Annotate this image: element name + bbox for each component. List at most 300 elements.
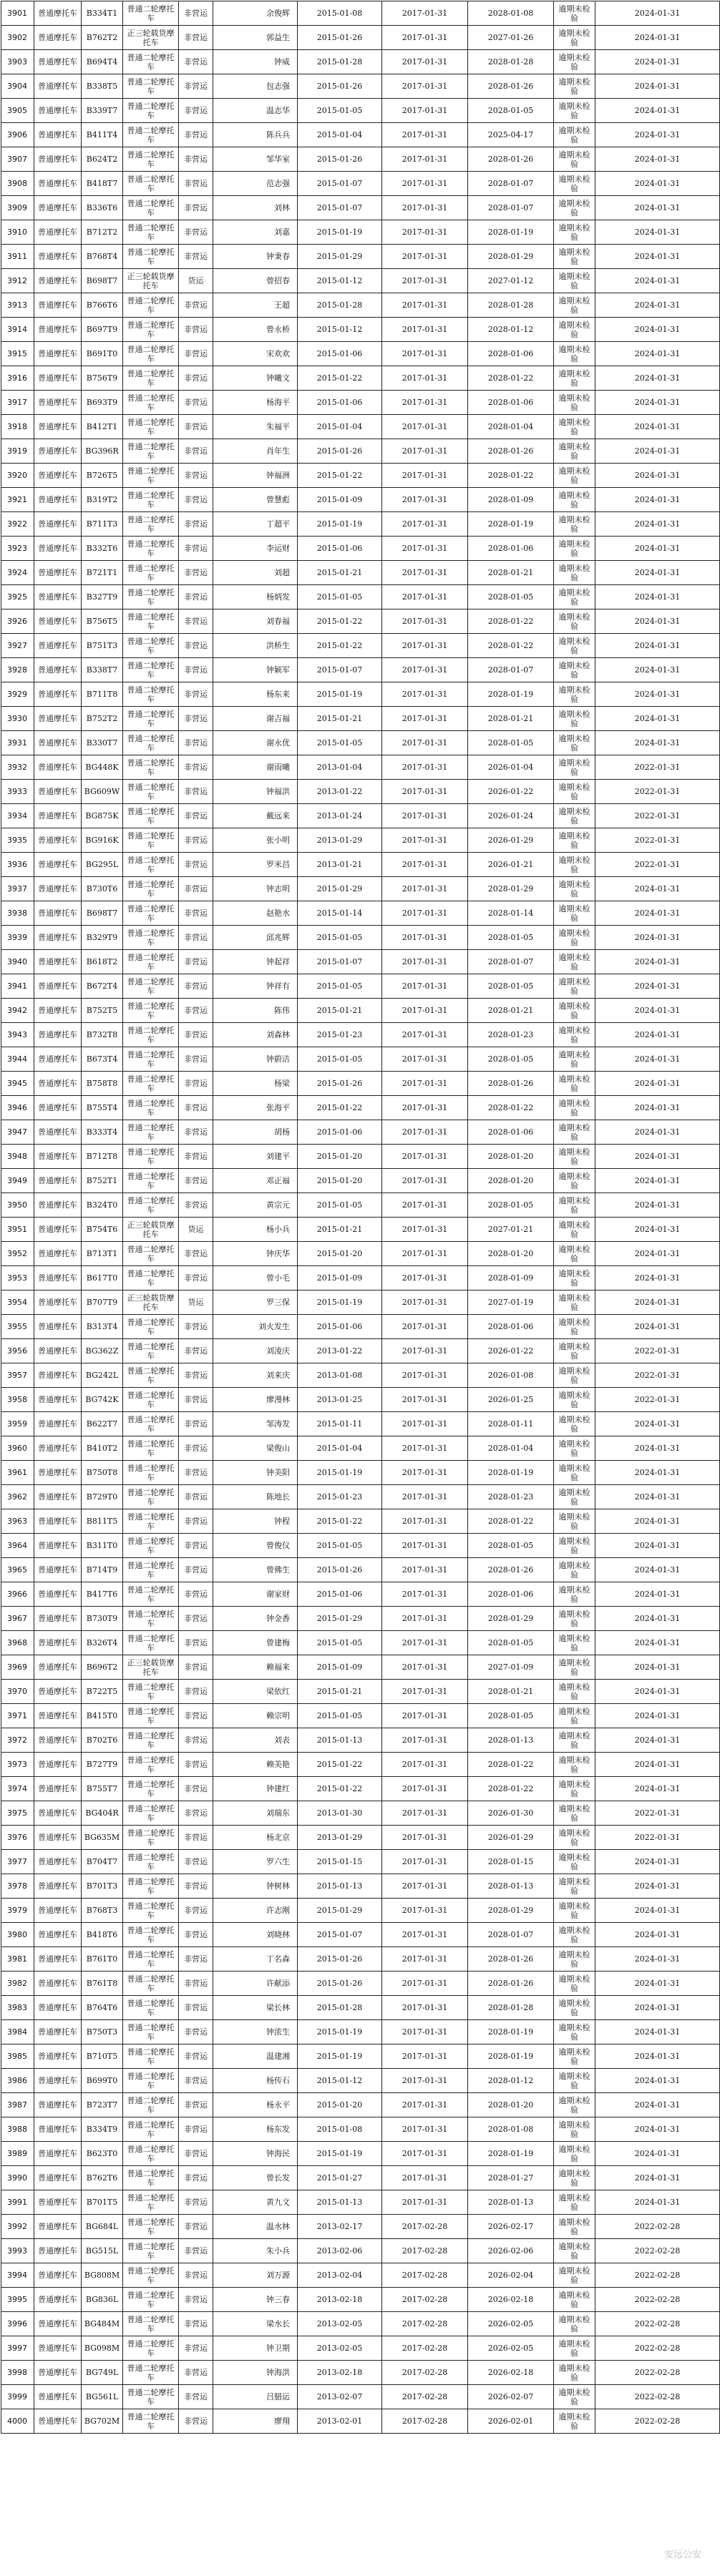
owner-name: 赵艳水 xyxy=(213,901,298,926)
registration-date: 2015-01-04 xyxy=(298,123,382,147)
vehicle-category: 普通摩托车 xyxy=(34,26,82,50)
valid-until: 2024-01-31 xyxy=(595,1412,720,1436)
vehicle-category: 普通摩托车 xyxy=(34,999,82,1023)
plate-number: B319T2 xyxy=(82,488,123,512)
usage-nature: 非营运 xyxy=(179,2215,213,2239)
vehicle-type: 普通二轮摩托车 xyxy=(123,828,179,853)
vehicle-category: 普通摩托车 xyxy=(34,1266,82,1291)
vehicle-type: 正三轮载货摩托车 xyxy=(123,26,179,50)
valid-until: 2024-01-31 xyxy=(595,50,720,74)
usage-nature: 非营运 xyxy=(179,682,213,707)
table-row xyxy=(1,172,720,196)
vehicle-category: 普通摩托车 xyxy=(34,585,82,609)
vehicle-category: 普通摩托车 xyxy=(34,877,82,901)
plate-number: BG242L xyxy=(82,1363,123,1388)
valid-until: 2024-01-31 xyxy=(595,731,720,755)
owner-name: 曾慧彪 xyxy=(213,488,298,512)
vehicle-category: 普通摩托车 xyxy=(34,2263,82,2288)
registration-date: 2015-01-29 xyxy=(298,1607,382,1631)
scrap-date: 2028-01-06 xyxy=(468,342,554,366)
vehicle-category: 普通摩托车 xyxy=(34,1534,82,1558)
inspection-date: 2017-01-31 xyxy=(382,1753,468,1777)
row-number: 3950 xyxy=(1,1193,34,1218)
plate-number: B332T6 xyxy=(82,537,123,561)
vehicle-category: 普通摩托车 xyxy=(34,561,82,585)
owner-name: 邓正福 xyxy=(213,1169,298,1193)
table-row xyxy=(1,2020,720,2044)
table-row xyxy=(1,1242,720,1266)
registration-date: 2013-02-05 xyxy=(298,2336,382,2361)
status: 逾期未检验 xyxy=(554,147,595,172)
status: 逾期未检验 xyxy=(554,1072,595,1096)
row-number: 3932 xyxy=(1,755,34,780)
status: 逾期未检验 xyxy=(554,731,595,755)
valid-until: 2024-01-31 xyxy=(595,2117,720,2142)
inspection-date: 2017-01-31 xyxy=(382,877,468,901)
vehicle-type: 普通二轮摩托车 xyxy=(123,1777,179,1801)
scrap-date: 2028-01-29 xyxy=(468,877,554,901)
registration-date: 2013-02-07 xyxy=(298,2385,382,2409)
registration-date: 2015-01-07 xyxy=(298,658,382,682)
scrap-date: 2026-02-05 xyxy=(468,2336,554,2361)
valid-until: 2024-01-31 xyxy=(595,2069,720,2093)
vehicle-category: 普通摩托车 xyxy=(34,123,82,147)
owner-name: 杨梁 xyxy=(213,1072,298,1096)
valid-until: 2024-01-31 xyxy=(595,1874,720,1899)
row-number: 3944 xyxy=(1,1047,34,1072)
row-number: 3963 xyxy=(1,1509,34,1534)
inspection-date: 2017-01-31 xyxy=(382,1047,468,1072)
inspection-date: 2017-01-31 xyxy=(382,1728,468,1753)
registration-date: 2013-01-30 xyxy=(298,1801,382,1826)
table-row xyxy=(1,293,720,318)
inspection-date: 2017-01-31 xyxy=(382,585,468,609)
registration-date: 2015-01-06 xyxy=(298,537,382,561)
valid-until: 2024-01-31 xyxy=(595,901,720,926)
valid-until: 2024-01-31 xyxy=(595,1534,720,1558)
plate-number: BG635M xyxy=(82,1826,123,1850)
row-number: 3946 xyxy=(1,1096,34,1120)
registration-date: 2015-01-05 xyxy=(298,926,382,950)
vehicle-category: 普通摩托车 xyxy=(34,1850,82,1874)
usage-nature: 非营运 xyxy=(179,1850,213,1874)
owner-name: 谢家财 xyxy=(213,1582,298,1607)
registration-date: 2013-02-17 xyxy=(298,2215,382,2239)
valid-until: 2024-01-31 xyxy=(595,950,720,974)
usage-nature: 非营运 xyxy=(179,464,213,488)
valid-until: 2024-01-31 xyxy=(595,1485,720,1509)
valid-until: 2024-01-31 xyxy=(595,926,720,950)
table-row xyxy=(1,1558,720,1582)
plate-number: B701T3 xyxy=(82,1874,123,1899)
inspection-date: 2017-01-31 xyxy=(382,1899,468,1923)
plate-number: B417T6 xyxy=(82,1582,123,1607)
status: 逾期未检验 xyxy=(554,2142,595,2166)
scrap-date: 2026-02-17 xyxy=(468,2215,554,2239)
registration-date: 2015-01-26 xyxy=(298,1972,382,1996)
scrap-date: 2028-01-28 xyxy=(468,293,554,318)
status: 逾期未检验 xyxy=(554,172,595,196)
plate-number: BG448K xyxy=(82,755,123,780)
inspection-date: 2017-01-31 xyxy=(382,1923,468,1947)
plate-number: B755T4 xyxy=(82,1096,123,1120)
status: 逾期未检验 xyxy=(554,391,595,415)
inspection-date: 2017-01-31 xyxy=(382,1218,468,1242)
registration-date: 2015-01-23 xyxy=(298,1023,382,1047)
registration-date: 2013-01-25 xyxy=(298,1388,382,1412)
scrap-date: 2026-01-04 xyxy=(468,755,554,780)
status: 逾期未检验 xyxy=(554,1704,595,1728)
status: 逾期未检验 xyxy=(554,682,595,707)
usage-nature: 非营运 xyxy=(179,147,213,172)
registration-date: 2015-01-05 xyxy=(298,731,382,755)
scrap-date: 2028-01-28 xyxy=(468,1996,554,2020)
status: 逾期未检验 xyxy=(554,609,595,634)
registration-date: 2015-01-23 xyxy=(298,1485,382,1509)
scrap-date: 2028-01-05 xyxy=(468,1704,554,1728)
registration-date: 2015-01-19 xyxy=(298,1291,382,1315)
vehicle-category: 普通摩托车 xyxy=(34,731,82,755)
row-number: 3987 xyxy=(1,2093,34,2117)
scrap-date: 2028-01-06 xyxy=(468,537,554,561)
vehicle-category: 普通摩托车 xyxy=(34,2117,82,2142)
vehicle-type: 普通二轮摩托车 xyxy=(123,2166,179,2190)
vehicle-type: 普通二轮摩托车 xyxy=(123,2263,179,2288)
row-number: 3966 xyxy=(1,1582,34,1607)
inspection-date: 2017-01-31 xyxy=(382,1874,468,1899)
usage-nature: 非营运 xyxy=(179,1753,213,1777)
row-number: 3945 xyxy=(1,1072,34,1096)
usage-nature: 非营运 xyxy=(179,1996,213,2020)
vehicle-type: 普通二轮摩托车 xyxy=(123,1145,179,1169)
vehicle-category: 普通摩托车 xyxy=(34,2190,82,2215)
vehicle-category: 普通摩托车 xyxy=(34,804,82,828)
table-row xyxy=(1,634,720,658)
table-row xyxy=(1,682,720,707)
table-row xyxy=(1,1704,720,1728)
inspection-date: 2017-02-28 xyxy=(382,2263,468,2288)
row-number: 3937 xyxy=(1,877,34,901)
registration-date: 2013-01-08 xyxy=(298,1363,382,1388)
plate-number: B750T8 xyxy=(82,1461,123,1485)
scrap-date: 2028-01-22 xyxy=(468,1753,554,1777)
table-row xyxy=(1,147,720,172)
scrap-date: 2025-04-17 xyxy=(468,123,554,147)
vehicle-category: 普通摩托车 xyxy=(34,634,82,658)
plate-number: B712T8 xyxy=(82,1145,123,1169)
vehicle-category: 普通摩托车 xyxy=(34,926,82,950)
vehicle-type: 普通二轮摩托车 xyxy=(123,2336,179,2361)
status: 逾期未检验 xyxy=(554,1899,595,1923)
usage-nature: 非营运 xyxy=(179,2044,213,2069)
usage-nature: 非营运 xyxy=(179,293,213,318)
vehicle-category: 普通摩托车 xyxy=(34,537,82,561)
usage-nature: 非营运 xyxy=(179,1315,213,1339)
row-number: 3927 xyxy=(1,634,34,658)
plate-number: B710T5 xyxy=(82,2044,123,2069)
vehicle-category: 普通摩托车 xyxy=(34,1874,82,1899)
scrap-date: 2028-01-22 xyxy=(468,464,554,488)
scrap-date: 2026-02-06 xyxy=(468,2239,554,2263)
owner-name: 李运财 xyxy=(213,537,298,561)
inspection-date: 2017-01-31 xyxy=(382,269,468,293)
valid-until: 2024-01-31 xyxy=(595,1096,720,1120)
row-number: 3959 xyxy=(1,1412,34,1436)
usage-nature: 非营运 xyxy=(179,2190,213,2215)
vehicle-category: 普通摩托车 xyxy=(34,74,82,99)
registration-date: 2015-01-29 xyxy=(298,245,382,269)
usage-nature: 非营运 xyxy=(179,245,213,269)
owner-name: 钟志明 xyxy=(213,877,298,901)
owner-name: 廖翔 xyxy=(213,2409,298,2434)
registration-date: 2015-01-09 xyxy=(298,1655,382,1680)
owner-name: 杨东来 xyxy=(213,682,298,707)
table-row xyxy=(1,901,720,926)
plate-number: B410T2 xyxy=(82,1436,123,1461)
vehicle-type: 普通二轮摩托车 xyxy=(123,1072,179,1096)
vehicle-type: 普通二轮摩托车 xyxy=(123,609,179,634)
status: 逾期未检验 xyxy=(554,780,595,804)
usage-nature: 非营运 xyxy=(179,1777,213,1801)
inspection-date: 2017-02-28 xyxy=(382,2361,468,2385)
status: 逾期未检验 xyxy=(554,974,595,999)
usage-nature: 非营运 xyxy=(179,366,213,391)
valid-until: 2024-01-31 xyxy=(595,220,720,245)
scrap-date: 2028-01-06 xyxy=(468,1582,554,1607)
usage-nature: 非营运 xyxy=(179,2117,213,2142)
valid-until: 2024-01-31 xyxy=(595,1218,720,1242)
owner-name: 胡杨 xyxy=(213,1120,298,1145)
inspection-date: 2017-01-31 xyxy=(382,99,468,123)
valid-until: 2024-01-31 xyxy=(595,99,720,123)
inspection-date: 2017-01-31 xyxy=(382,1315,468,1339)
usage-nature: 非营运 xyxy=(179,853,213,877)
usage-nature: 非营运 xyxy=(179,2288,213,2312)
valid-until: 2024-01-31 xyxy=(595,269,720,293)
usage-nature: 非营运 xyxy=(179,585,213,609)
plate-number: B418T6 xyxy=(82,1923,123,1947)
table-row xyxy=(1,999,720,1023)
inspection-date: 2017-01-31 xyxy=(382,1534,468,1558)
table-row xyxy=(1,926,720,950)
registration-date: 2015-01-20 xyxy=(298,1145,382,1169)
registration-date: 2015-01-12 xyxy=(298,318,382,342)
table-row xyxy=(1,2288,720,2312)
vehicle-category: 普通摩托车 xyxy=(34,2312,82,2336)
owner-name: 刘来庆 xyxy=(213,1363,298,1388)
plate-number: B752T2 xyxy=(82,707,123,731)
plate-number: B334T9 xyxy=(82,2117,123,2142)
vehicle-type: 普通二轮摩托车 xyxy=(123,1339,179,1363)
registration-date: 2013-01-24 xyxy=(298,804,382,828)
inspection-date: 2017-02-28 xyxy=(382,2239,468,2263)
vehicle-category: 普通摩托车 xyxy=(34,1363,82,1388)
registration-date: 2015-01-22 xyxy=(298,634,382,658)
vehicle-type: 普通二轮摩托车 xyxy=(123,634,179,658)
registration-date: 2015-01-12 xyxy=(298,2069,382,2093)
row-number: 3962 xyxy=(1,1485,34,1509)
inspection-date: 2017-01-31 xyxy=(382,196,468,220)
status: 逾期未检验 xyxy=(554,1242,595,1266)
status: 逾期未检验 xyxy=(554,828,595,853)
owner-name: 刘万源 xyxy=(213,2263,298,2288)
usage-nature: 非营运 xyxy=(179,999,213,1023)
plate-number: BG404R xyxy=(82,1801,123,1826)
plate-number: B704T7 xyxy=(82,1850,123,1874)
scrap-date: 2028-01-07 xyxy=(468,950,554,974)
status: 逾期未检验 xyxy=(554,1680,595,1704)
registration-date: 2015-01-21 xyxy=(298,1218,382,1242)
scrap-date: 2028-01-05 xyxy=(468,974,554,999)
row-number: 3906 xyxy=(1,123,34,147)
usage-nature: 非营运 xyxy=(179,342,213,366)
inspection-date: 2017-01-31 xyxy=(382,2044,468,2069)
inspection-date: 2017-01-31 xyxy=(382,1266,468,1291)
plate-number: B752T1 xyxy=(82,1169,123,1193)
owner-name: 钟卫期 xyxy=(213,2336,298,2361)
valid-until: 2024-01-31 xyxy=(595,1899,720,1923)
inspection-date: 2017-01-31 xyxy=(382,1291,468,1315)
registration-date: 2015-01-19 xyxy=(298,512,382,537)
inspection-date: 2017-01-31 xyxy=(382,1412,468,1436)
vehicle-category: 普通摩托车 xyxy=(34,1947,82,1972)
inspection-date: 2017-01-31 xyxy=(382,439,468,464)
row-number: 3903 xyxy=(1,50,34,74)
registration-date: 2015-01-19 xyxy=(298,2044,382,2069)
table-row xyxy=(1,1485,720,1509)
row-number: 3941 xyxy=(1,974,34,999)
plate-number: BG515L xyxy=(82,2239,123,2263)
plate-number: B711T3 xyxy=(82,512,123,537)
vehicle-type: 普通二轮摩托车 xyxy=(123,1412,179,1436)
owner-name: 郭益生 xyxy=(213,26,298,50)
row-number: 3995 xyxy=(1,2288,34,2312)
usage-nature: 非营运 xyxy=(179,1363,213,1388)
owner-name: 赖宗明 xyxy=(213,1704,298,1728)
watermark: 安远公安 xyxy=(663,2550,701,2560)
vehicle-type: 普通二轮摩托车 xyxy=(123,926,179,950)
owner-name: 丁超平 xyxy=(213,512,298,537)
status: 逾期未检验 xyxy=(554,2117,595,2142)
table-row xyxy=(1,1096,720,1120)
table-row xyxy=(1,1753,720,1777)
vehicle-type: 正三轮载货摩托车 xyxy=(123,1291,179,1315)
plate-number: B758T8 xyxy=(82,1072,123,1096)
scrap-date: 2026-01-22 xyxy=(468,1339,554,1363)
row-number: 3923 xyxy=(1,537,34,561)
registration-date: 2015-01-26 xyxy=(298,74,382,99)
scrap-date: 2028-01-06 xyxy=(468,1120,554,1145)
registration-date: 2015-01-22 xyxy=(298,464,382,488)
vehicle-type: 普通二轮摩托车 xyxy=(123,1169,179,1193)
vehicle-type: 普通二轮摩托车 xyxy=(123,2288,179,2312)
owner-name: 吕腊运 xyxy=(213,2385,298,2409)
inspection-date: 2017-01-31 xyxy=(382,682,468,707)
usage-nature: 非营运 xyxy=(179,74,213,99)
valid-until: 2022-02-28 xyxy=(595,2385,720,2409)
row-number: 3907 xyxy=(1,147,34,172)
table-row xyxy=(1,877,720,901)
inspection-date: 2017-02-28 xyxy=(382,2409,468,2434)
usage-nature: 非营运 xyxy=(179,780,213,804)
registration-date: 2015-01-19 xyxy=(298,220,382,245)
owner-name: 邹华室 xyxy=(213,147,298,172)
vehicle-type: 普通二轮摩托车 xyxy=(123,439,179,464)
vehicle-type: 普通二轮摩托车 xyxy=(123,2044,179,2069)
row-number: 3931 xyxy=(1,731,34,755)
status: 逾期未检验 xyxy=(554,1753,595,1777)
status: 逾期未检验 xyxy=(554,2166,595,2190)
valid-until: 2022-01-31 xyxy=(595,1801,720,1826)
row-number: 3964 xyxy=(1,1534,34,1558)
vehicle-category: 普通摩托车 xyxy=(34,1436,82,1461)
table-row xyxy=(1,1193,720,1218)
registration-date: 2015-01-26 xyxy=(298,26,382,50)
valid-until: 2024-01-31 xyxy=(595,1315,720,1339)
owner-name: 罗米昌 xyxy=(213,853,298,877)
valid-until: 2024-01-31 xyxy=(595,585,720,609)
valid-until: 2024-01-31 xyxy=(595,26,720,50)
valid-until: 2024-01-31 xyxy=(595,1582,720,1607)
vehicle-category: 普通摩托车 xyxy=(34,2361,82,2385)
usage-nature: 非营运 xyxy=(179,1120,213,1145)
inspection-date: 2017-01-31 xyxy=(382,391,468,415)
vehicle-category: 普通摩托车 xyxy=(34,1582,82,1607)
registration-date: 2015-01-05 xyxy=(298,1704,382,1728)
valid-until: 2022-02-28 xyxy=(595,2239,720,2263)
registration-date: 2015-01-20 xyxy=(298,1242,382,1266)
scrap-date: 2028-01-19 xyxy=(468,682,554,707)
status: 逾期未检验 xyxy=(554,2312,595,2336)
valid-until: 2024-01-31 xyxy=(595,439,720,464)
vehicle-type: 普通二轮摩托车 xyxy=(123,99,179,123)
plate-number: B418T7 xyxy=(82,172,123,196)
vehicle-category: 普通摩托车 xyxy=(34,1096,82,1120)
registration-date: 2015-01-07 xyxy=(298,950,382,974)
registration-date: 2015-01-26 xyxy=(298,147,382,172)
valid-until: 2024-01-31 xyxy=(595,196,720,220)
table-row xyxy=(1,1631,720,1655)
table-row xyxy=(1,853,720,877)
status: 逾期未检验 xyxy=(554,1777,595,1801)
vehicle-category: 普通摩托车 xyxy=(34,1607,82,1631)
owner-name: 梁依红 xyxy=(213,1680,298,1704)
usage-nature: 非营运 xyxy=(179,512,213,537)
vehicle-type: 普通二轮摩托车 xyxy=(123,464,179,488)
owner-name: 赖福来 xyxy=(213,1655,298,1680)
valid-until: 2022-01-31 xyxy=(595,1363,720,1388)
row-number: 3912 xyxy=(1,269,34,293)
plate-number: BG295L xyxy=(82,853,123,877)
scrap-date: 2028-01-05 xyxy=(468,585,554,609)
valid-until: 2024-01-31 xyxy=(595,245,720,269)
status: 逾期未检验 xyxy=(554,1655,595,1680)
status: 逾期未检验 xyxy=(554,245,595,269)
vehicle-type: 普通二轮摩托车 xyxy=(123,415,179,439)
row-number: 3942 xyxy=(1,999,34,1023)
registration-date: 2015-01-04 xyxy=(298,415,382,439)
plate-number: B698T7 xyxy=(82,269,123,293)
vehicle-category: 普通摩托车 xyxy=(34,1291,82,1315)
registration-date: 2013-01-29 xyxy=(298,1826,382,1850)
inspection-date: 2017-01-31 xyxy=(382,2190,468,2215)
row-number: 3990 xyxy=(1,2166,34,2190)
plate-number: B698T7 xyxy=(82,901,123,926)
scrap-date: 2028-01-19 xyxy=(468,2044,554,2069)
vehicle-type: 普通二轮摩托车 xyxy=(123,1850,179,1874)
valid-until: 2024-01-31 xyxy=(595,2190,720,2215)
valid-until: 2024-01-31 xyxy=(595,293,720,318)
